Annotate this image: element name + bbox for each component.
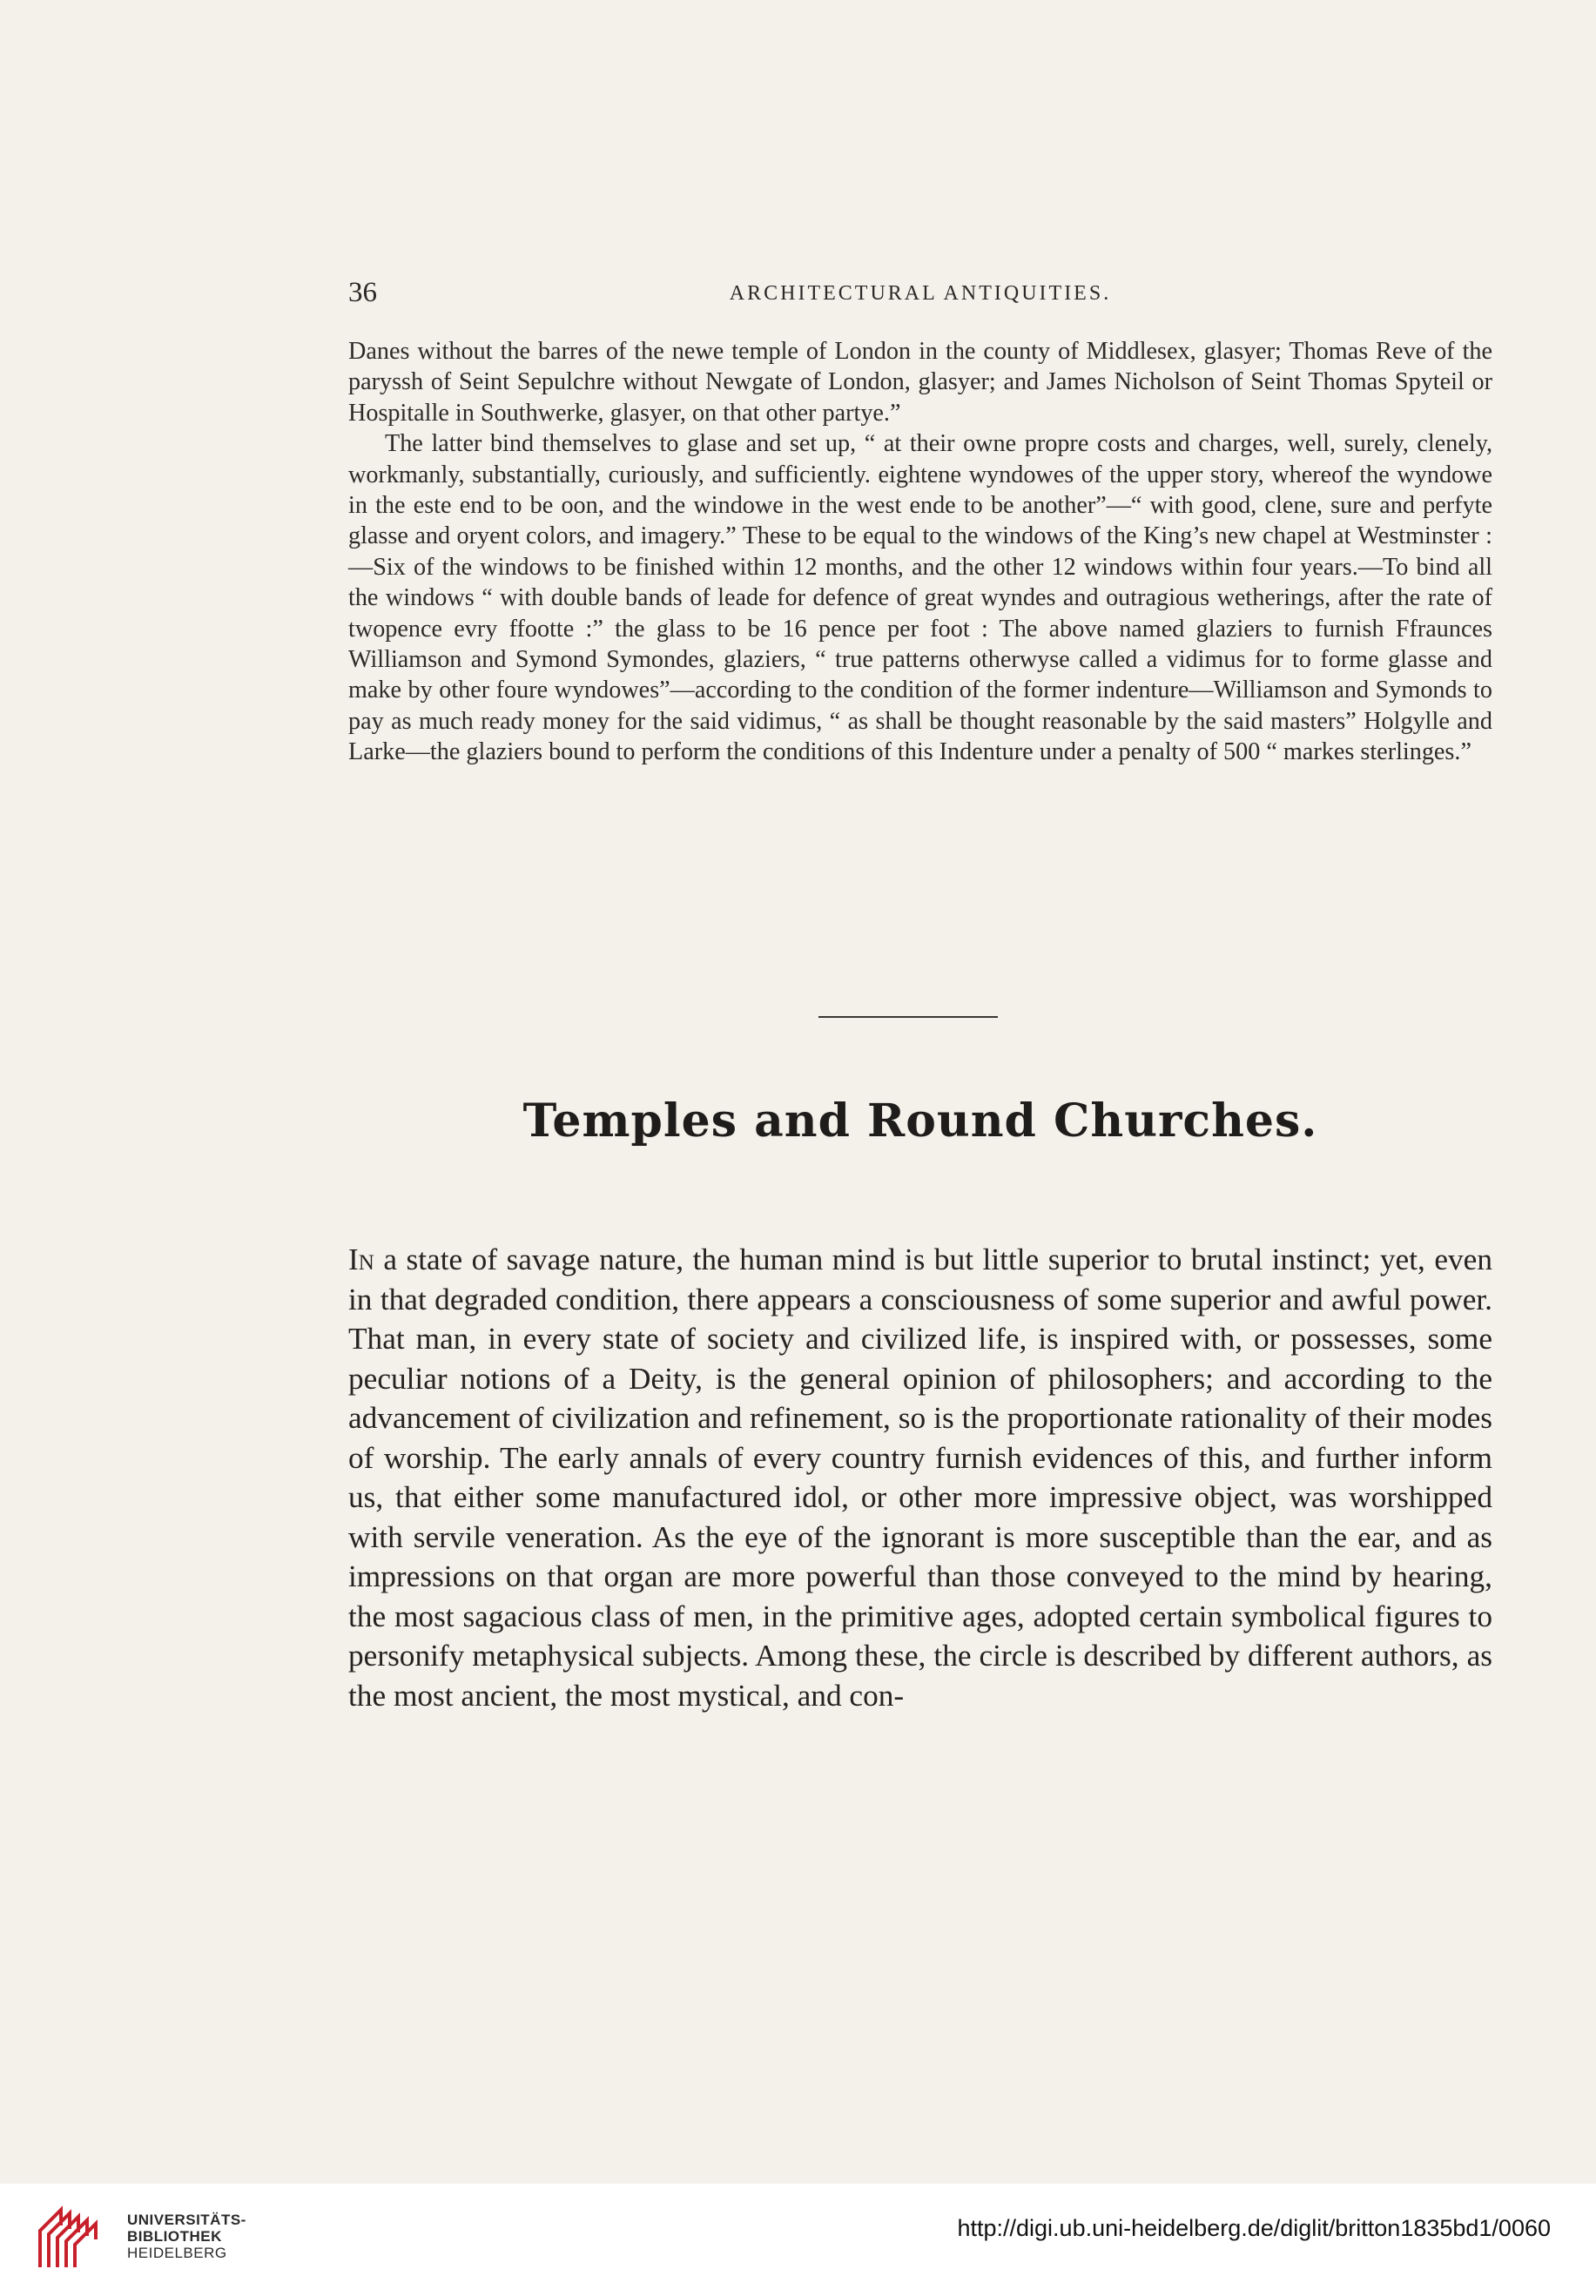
continued-paragraph: Danes without the barres of the newe temple of London in the county of Middlesex, glasyer; Thomas Reve of the paryssh of Seint Sepulchre without Newgate of London, glasyer; and James Nicholson of Seint Thomas Spyteil or Hospitalle in Southwerke, glasyer, on that other partye.” bbox=[348, 338, 1492, 427]
section-divider bbox=[818, 1016, 998, 1018]
continued-paragraph: The latter bind themselves to glase and set up, “ at their owne propre costs and charges, well, surely, clenely, workmanly, substantially, curiously, and sufficiently. eightene wyndowes of the upper story, whereof the wyndowe in the este end to be oon, and the windowe in the west ende to be another”—“ with good, clene, sure and perfyte glasse and oryent colors, and imagery.” These to be equal to the windows of the King’s new chapel at Westminster :—Six of the windows to be finished within 12 months, and the other 12 windows within four years.—To bind all the windows “ with double bands of leade for defence of great wyndes and outragious wetherings, after the rate of twopence evry ffootte :” the glass to be 16 pence per foot : The above named glaziers to furnish Ffraunces Williamson and Symond Symondes, glaziers, “ true patterns otherwyse called a vidimus for to forme glasse and make by other foure wyndowes”—according to the condition of the former indenture—Williamson and Symonds to pay as much ready money for the said vidimus, “ as shall be thought reasonable by the said masters” Holgylle and Larke—the glaziers bound to perform the conditions of this Indenture under a penalty of 500 “ markes sterlinges.” bbox=[348, 430, 1492, 766]
permalink-url[interactable]: http://digi.ub.uni-heidelberg.de/diglit/britton1835bd1/0060 bbox=[957, 2215, 1551, 2241]
library-name-line: HEIDELBERG bbox=[127, 2245, 227, 2261]
running-head bbox=[348, 277, 1492, 315]
digitization-footer bbox=[0, 2184, 1596, 2296]
running-title: ARCHITECTURAL ANTIQUITIES. bbox=[729, 282, 1112, 305]
paragraph-text: a state of savage nature, the human mind is but little superior to brutal instinct; yet, even in that degraded condition, there appears a consciousness of some superior and awful power. That man, in every state of society and civilized life, is inspired with, or possesses, some peculiar notions of a Deity, is the general opinion of philosophers; and according to the advancement of civilization and refinement, so is the proportionate rationality of their modes of worship. The early annals of every country furnish evidences of this, and further inform us, that either some manufactured idol, or other more impressive object, was worshipped with servile veneration. As the eye of the ignorant is more susceptible than the ear, and as impressions on that organ are more powerful than those conveyed to the mind by hearing, the most sagacious class of men, in the primitive ages, adopted certain symbolical figures to personify metaphysical subjects. Among these, the circle is described by different authors, as the most ancient, the most mystical, and con- bbox=[348, 1242, 1492, 1713]
library-logo-icon[interactable] bbox=[35, 2205, 106, 2272]
continued-text-block bbox=[348, 336, 1492, 768]
library-name-line: UNIVERSITÄTS- bbox=[127, 2212, 246, 2228]
section-heading: Temples and Round Churches. bbox=[522, 1094, 1318, 1148]
page-number: 36 bbox=[348, 277, 377, 308]
section-paragraph bbox=[348, 1240, 1492, 1715]
library-name-line: BIBLIOTHEK bbox=[127, 2228, 222, 2245]
section-body bbox=[348, 1240, 1492, 1715]
library-name bbox=[127, 2212, 246, 2261]
opening-word: In bbox=[348, 1242, 374, 1276]
